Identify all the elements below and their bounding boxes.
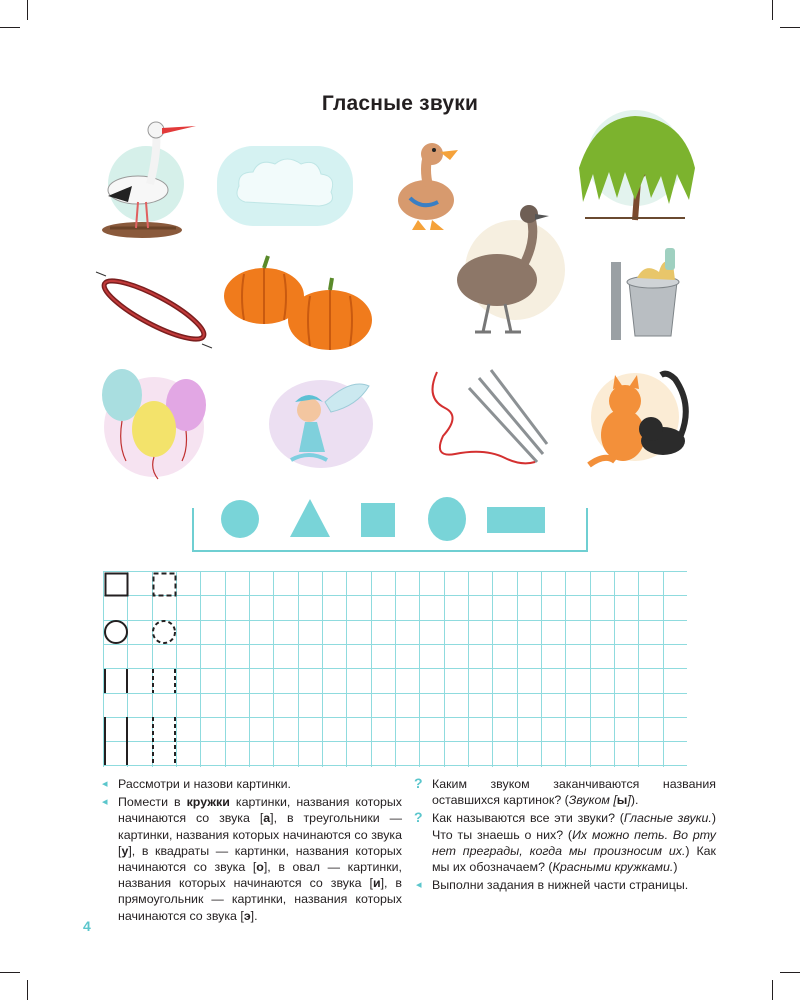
short-lines-sample [105,669,127,693]
circle-dashed-sample [153,621,175,643]
instructions-right [416,776,716,895]
crop-mark [772,980,773,1000]
crop-mark [0,27,20,28]
stork-picture [98,112,203,240]
crop-mark [27,0,28,20]
pumpkins-picture [220,254,375,354]
cat-picture [585,365,700,477]
instruction-item: ◂ Помести в кружки картинки, названия которых начинаются со звука [а], в треугольники — картинки, названия которых начинаются со звука [у], в квадраты — картинки, названия которых начинаются со звука [о], в овал — картинки, названия которых начинаются со звука [и], в прямоугольник — картинки, названия которых начинаются со звука [э]. [102,795,403,923]
page-title: Гласные звуки [321,92,479,115]
bullet-arrow-icon: ◂ [102,796,108,809]
needles-picture [425,358,555,473]
square-sample [106,574,128,596]
instructions-left [102,776,402,926]
crop-mark [780,972,800,973]
cloud-picture [215,140,355,230]
instruction-item: ◂ Рассмотри и назови картинки. [102,777,291,791]
question-item: ? Как называются все эти звуки? (Гласные звуки.) Что ты знаешь о них? (Их можно петь. Во рту нет преграды, когда мы произносим их.) Как мы их обозначаем? (Красными кружками.) [414,809,716,875]
fairy-picture [265,372,380,472]
square-dashed-sample [154,574,176,596]
crop-mark [27,980,28,1000]
page-number: 4 [83,918,91,934]
balloons-picture [96,365,211,480]
short-lines-dashed-sample [153,669,175,693]
triangle-shape [288,497,332,539]
question-icon: ? [414,809,423,826]
circle-sample [105,621,127,643]
hoop-picture [92,262,217,357]
bullet-arrow-icon: ◂ [102,778,108,790]
crop-mark [780,27,800,28]
question-item: ? Каким звуком заканчиваются названия оставшихся картинок? (Звуком [ы]). [414,775,716,808]
emu-picture [445,200,570,340]
crop-mark [0,972,20,973]
oval-shape [428,497,466,541]
willow-picture [565,108,705,228]
circle-shape [221,500,259,538]
square-shape [361,503,395,537]
bullet-arrow-icon: ◂ [416,879,422,892]
rectangle-shape [487,507,545,533]
question-icon: ? [414,775,423,791]
instruction-item: ◂ Выполни задания в нижней части страницы. [416,878,689,893]
trash-bin-picture [605,242,695,344]
writing-grid [103,571,687,767]
crop-mark [772,0,773,20]
